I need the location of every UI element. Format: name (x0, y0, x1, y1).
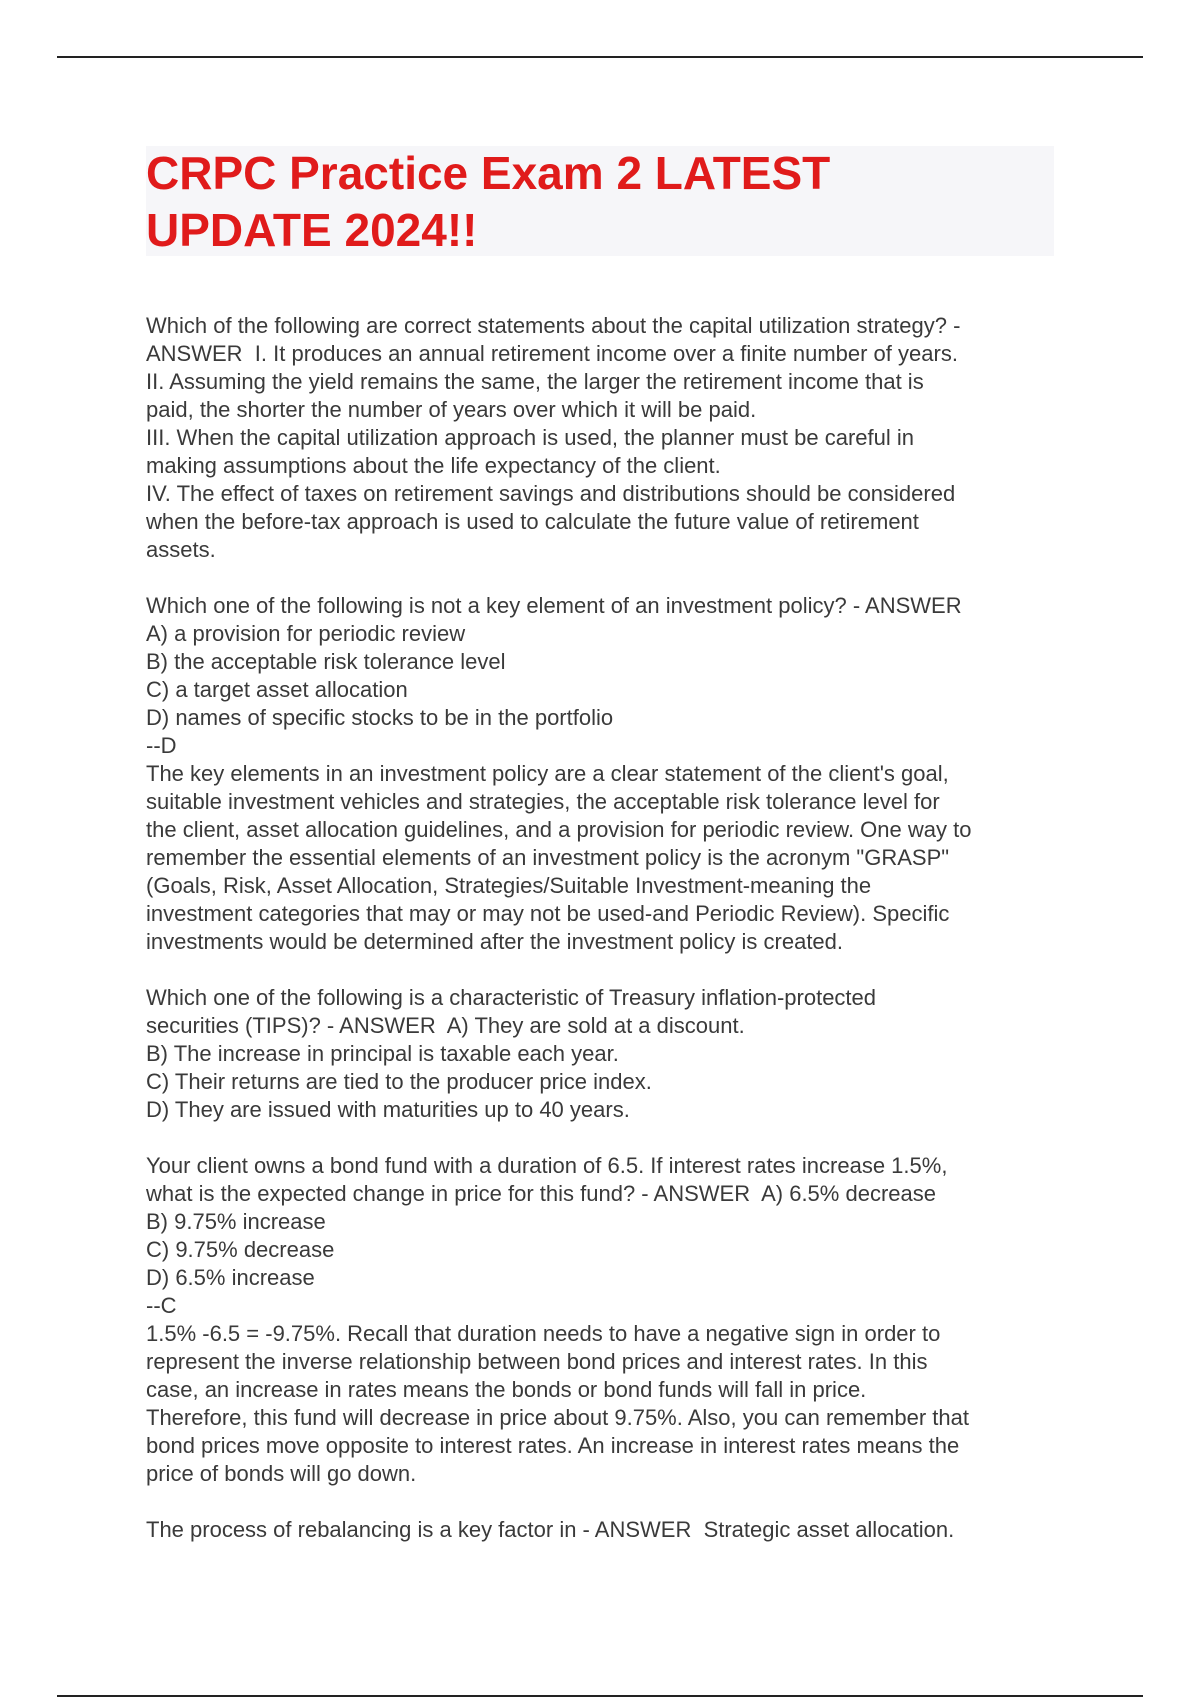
question-text-line: investments would be determined after the investment policy is created. (146, 929, 844, 954)
question-text-line: suitable investment vehicles and strategies, the acceptable risk tolerance level for (146, 789, 940, 814)
question-text-line: (Goals, Risk, Asset Allocation, Strategies/Suitable Investment-meaning the (146, 873, 872, 898)
question-block (146, 312, 1076, 564)
question-text-line: --D (146, 733, 177, 758)
question-text-line: B) 9.75% increase (146, 1209, 326, 1234)
question-text-line: Therefore, this fund will decrease in price about 9.75%. Also, you can remember that (146, 1405, 969, 1430)
question-text-line: Which of the following are correct statements about the capital utilization strategy? - (146, 313, 961, 338)
question-text-line: --C (146, 1293, 177, 1318)
question-text-line: Which one of the following is a characteristic of Treasury inflation-protected (146, 985, 877, 1010)
question-text-line: investment categories that may or may not be used-and Periodic Review). Specific (146, 901, 950, 926)
title-line: UPDATE 2024!! (146, 204, 478, 256)
question-text-line: C) Their returns are tied to the producer price index. (146, 1069, 652, 1094)
question-text-line: ANSWER I. It produces an annual retirement income over a finite number of years. (146, 341, 958, 366)
question-text-line: B) the acceptable risk tolerance level (146, 649, 506, 674)
question-block (146, 984, 1076, 1124)
question-block (146, 1152, 1076, 1488)
question-text-line: D) 6.5% increase (146, 1265, 315, 1290)
question-text-line: remember the essential elements of an investment policy is the acronym "GRASP" (146, 845, 950, 870)
top-rule (57, 56, 1143, 58)
question-text-line: securities (TIPS)? - ANSWER A) They are sold at a discount. (146, 1013, 745, 1038)
question-text-line: IV. The effect of taxes on retirement savings and distributions should be considered (146, 481, 956, 506)
title-banner (146, 146, 1054, 256)
question-text-line: C) 9.75% decrease (146, 1237, 335, 1262)
question-text-line: price of bonds will go down. (146, 1461, 417, 1486)
question-text-line: B) The increase in principal is taxable each year. (146, 1041, 619, 1066)
question-text-line: The process of rebalancing is a key factor in - ANSWER Strategic asset allocation. (146, 1517, 955, 1542)
question-list (146, 312, 1076, 1544)
question-text-line: II. Assuming the yield remains the same, the larger the retirement income that is (146, 369, 924, 394)
question-text-line: paid, the shorter the number of years over which it will be paid. (146, 397, 757, 422)
question-text-line: assets. (146, 537, 216, 562)
question-text-line: The key elements in an investment policy are a clear statement of the client's goal, (146, 761, 949, 786)
bottom-rule (57, 1695, 1143, 1697)
question-text-line: C) a target asset allocation (146, 677, 408, 702)
question-text-line: bond prices move opposite to interest rates. An increase in interest rates means the (146, 1433, 960, 1458)
question-text-line: A) a provision for periodic review (146, 621, 466, 646)
question-separator (146, 1124, 1076, 1152)
question-text-line: represent the inverse relationship between bond prices and interest rates. In this (146, 1349, 928, 1374)
question-text-line: making assumptions about the life expectancy of the client. (146, 453, 721, 478)
question-text-line: the client, asset allocation guidelines, and a provision for periodic review. One way to (146, 817, 972, 842)
document-title (146, 145, 1054, 259)
question-text-line: Your client owns a bond fund with a duration of 6.5. If interest rates increase 1.5%, (146, 1153, 948, 1178)
question-block (146, 592, 1076, 956)
question-text-line: D) They are issued with maturities up to 40 years. (146, 1097, 630, 1122)
question-text-line: 1.5% -6.5 = -9.75%. Recall that duration needs to have a negative sign in order to (146, 1321, 941, 1346)
question-separator (146, 956, 1076, 984)
question-separator (146, 564, 1076, 592)
question-text-line: when the before-tax approach is used to calculate the future value of retirement (146, 509, 919, 534)
question-separator (146, 1488, 1076, 1516)
title-line: CRPC Practice Exam 2 LATEST (146, 147, 831, 199)
question-text-line: case, an increase in rates means the bonds or bond funds will fall in price. (146, 1377, 867, 1402)
question-text-line: D) names of specific stocks to be in the portfolio (146, 705, 614, 730)
question-block (146, 1516, 1076, 1544)
question-text-line: what is the expected change in price for this fund? - ANSWER A) 6.5% decrease (146, 1181, 936, 1206)
question-text-line: III. When the capital utilization approach is used, the planner must be careful in (146, 425, 914, 450)
question-text-line: Which one of the following is not a key element of an investment policy? - ANSWER (146, 593, 962, 618)
